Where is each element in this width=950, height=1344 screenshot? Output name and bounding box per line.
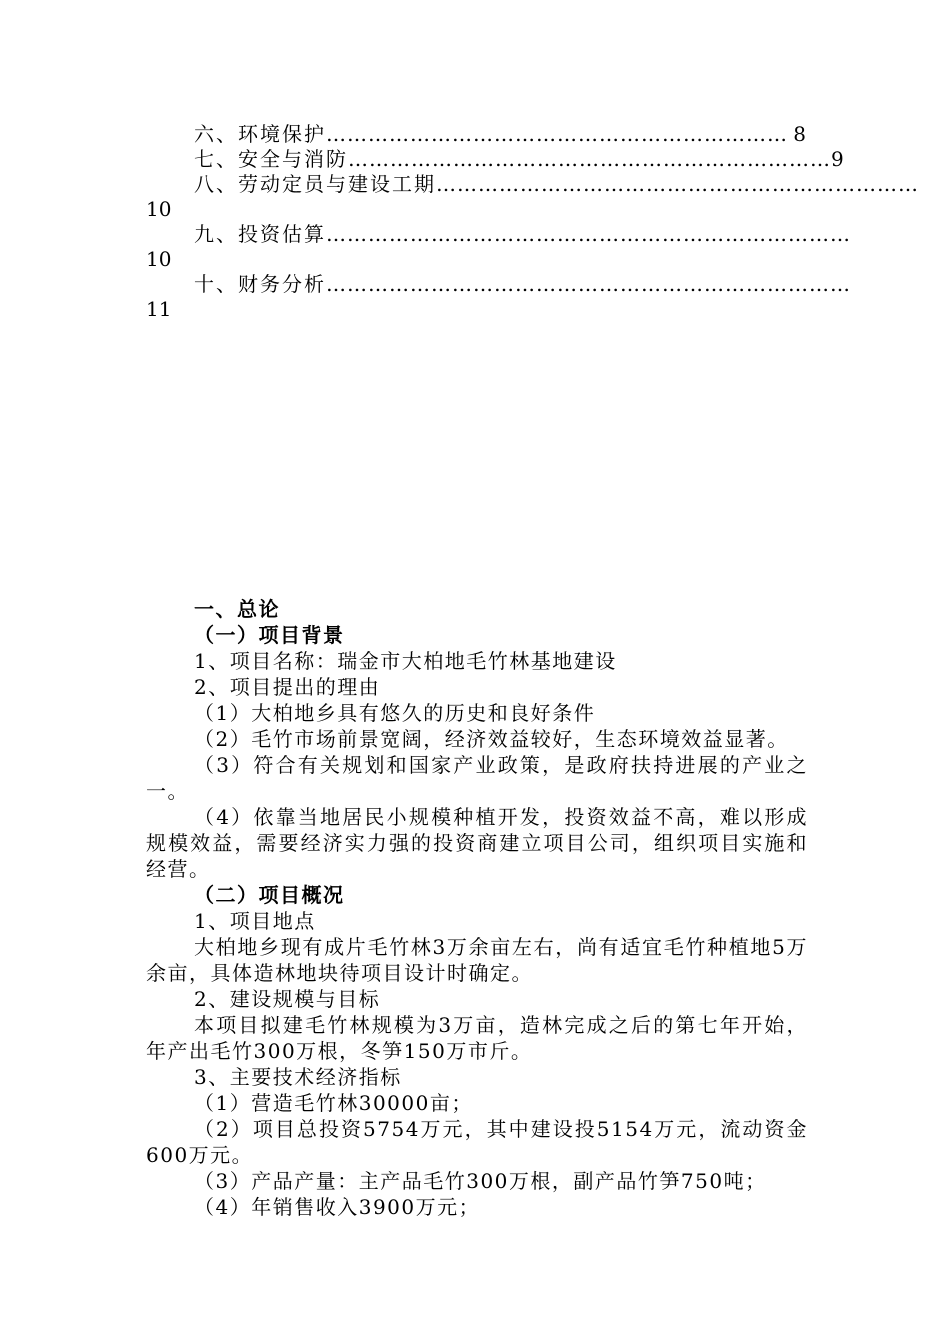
paragraph: （1）营造毛竹林30000亩； <box>194 1091 473 1115</box>
paragraph: 2、建设规模与目标 <box>194 987 381 1011</box>
paragraph: 2、项目提出的理由 <box>194 675 381 699</box>
toc-page-number: 9 <box>831 147 844 171</box>
paragraph: （4）依靠当地居民小规模种植开发，投资效益不高，难以形成规模效益，需要经济实力强的投资商建立项目公司，组织项目实施和经营。 <box>146 805 808 881</box>
toc-leader-dots: ………………………………………………………………… <box>326 222 851 246</box>
paragraph: 本项目拟建毛竹林规模为3万亩，造林完成之后的第七年开始，年产出毛竹300万根，冬笋150万市斤。 <box>146 1013 808 1063</box>
toc-entry-label: 十、财务分析 <box>194 272 326 296</box>
toc-page-number: 10 <box>146 247 172 271</box>
toc-entry-label: 七、安全与消防 <box>194 147 348 171</box>
toc-entry-label: 八、劳动定员与建设工期 <box>194 172 436 196</box>
paragraph: 1、项目名称：瑞金市大柏地毛竹林基地建设 <box>194 649 617 673</box>
paragraph: （1）大柏地乡具有悠久的历史和良好条件 <box>194 701 596 725</box>
toc-leader-dots: …………………………………………………………… <box>436 172 919 196</box>
paragraph: 1、项目地点 <box>194 909 316 933</box>
toc-entry-safety[interactable] <box>146 147 844 172</box>
table-of-contents <box>146 122 919 322</box>
subsection-heading: （二）项目概况 <box>194 883 345 907</box>
toc-entry-environment[interactable] <box>146 122 806 147</box>
toc-page-number: 11 <box>146 297 172 321</box>
toc-entry-label: 九、投资估算 <box>194 222 326 246</box>
paragraph: （3）符合有关规划和国家产业政策，是政府扶持进展的产业之一。 <box>146 753 808 803</box>
toc-leader-dots: ………………………………………………………………… <box>326 272 851 296</box>
toc-entry-investment[interactable] <box>146 222 851 272</box>
section-heading: 一、总论 <box>194 597 280 621</box>
paragraph: （4）年销售收入3900万元； <box>194 1195 481 1219</box>
toc-entry-finance[interactable] <box>146 272 851 322</box>
paragraph: 3、主要技术经济指标 <box>194 1065 402 1089</box>
toc-leader-dots: ………………………………………………………… <box>326 122 788 146</box>
paragraph: 大柏地乡现有成片毛竹林3万余亩左右，尚有适宜毛竹种植地5万余亩，具体造林地块待项目设计时确定。 <box>146 935 808 985</box>
subsection-heading: （一）项目背景 <box>194 623 345 647</box>
document-body <box>146 596 808 1220</box>
paragraph: （2）项目总投资5754万元，其中建设投5154万元，流动资金600万元。 <box>146 1117 808 1167</box>
toc-page-number: 10 <box>146 197 172 221</box>
toc-page-number: 8 <box>793 122 806 146</box>
toc-entry-staffing[interactable] <box>146 172 919 222</box>
paragraph: （2）毛竹市场前景宽阔，经济效益较好，生态环境效益显著。 <box>194 727 789 751</box>
toc-leader-dots: …………………………………………………………… <box>348 147 831 171</box>
toc-entry-label: 六、环境保护 <box>194 122 326 146</box>
paragraph: （3）产品产量：主产品毛竹300万根，副产品竹笋750吨； <box>194 1169 767 1193</box>
